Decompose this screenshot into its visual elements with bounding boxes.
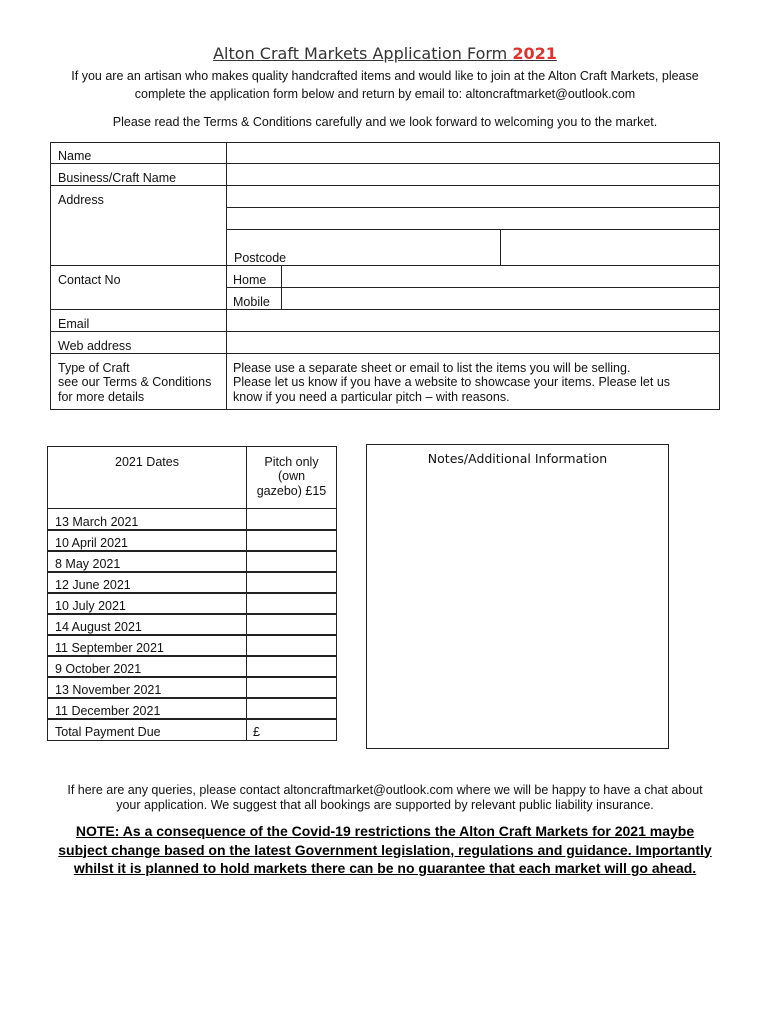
date-label: 11 September 2021 [55, 641, 164, 655]
web-address-field[interactable] [226, 331, 720, 354]
craft-instructions-line-3: know if you need a particular pitch – with reasons. [233, 390, 510, 404]
intro-line-1: If you are an artisan who makes quality handcrafted items and would like to join at the Alton Craft Markets, please [71, 69, 699, 83]
date-label: 9 October 2021 [55, 662, 142, 676]
date-label: 10 April 2021 [55, 536, 128, 550]
web-address-label: Web address [58, 339, 132, 353]
email-field[interactable] [226, 309, 720, 332]
business-name-field[interactable] [226, 163, 720, 186]
date-label: 12 June 2021 [55, 578, 131, 592]
pitch-cell[interactable] [246, 613, 337, 636]
craft-details-label: for more details [58, 390, 145, 404]
pitch-header-line-1: Pitch only [264, 455, 319, 469]
date-label: 13 November 2021 [55, 683, 162, 697]
email-label: Email [58, 317, 90, 331]
name-label: Name [58, 149, 92, 163]
mobile-label: Mobile [233, 295, 270, 309]
currency-symbol: £ [253, 725, 260, 739]
pitch-cell[interactable] [246, 634, 337, 657]
total-payment-label: Total Payment Due [55, 725, 161, 739]
date-label: 14 August 2021 [55, 620, 142, 634]
business-name-label: Business/Craft Name [58, 171, 177, 185]
craft-instructions-line-2: Please let us know if you have a website to showcase your items. Please let us [233, 375, 671, 389]
address-line-2-field[interactable] [226, 207, 720, 230]
form-title [0, 44, 770, 63]
address-label: Address [58, 193, 104, 207]
contact-label-cell [50, 265, 227, 310]
dates-column-header: 2021 Dates [115, 455, 179, 469]
pitch-cell[interactable] [246, 697, 337, 720]
date-label: 10 July 2021 [55, 599, 126, 613]
craft-instructions-line-1: Please use a separate sheet or email to list the items you will be selling. [233, 361, 631, 375]
postcode-label: Postcode [234, 251, 287, 265]
intro-line-3: Please read the Terms & Conditions carefully and we look forward to welcoming you to the market. [112, 115, 658, 129]
pitch-cell[interactable] [246, 529, 337, 552]
pitch-cell[interactable] [246, 508, 337, 531]
notes-title: Notes/Additional Information [427, 451, 608, 466]
home-label: Home [233, 273, 267, 287]
pitch-header-line-3: gazebo) £15 [256, 484, 327, 498]
pitch-cell[interactable] [246, 592, 337, 615]
date-label: 13 March 2021 [55, 515, 139, 529]
pitch-header-line-2: (own [277, 469, 306, 483]
craft-type-label: Type of Craft [58, 361, 130, 375]
contact-no-label: Contact No [58, 273, 121, 287]
query-line-2: your application. We suggest that all bookings are supported by relevant public liability insurance. [116, 798, 654, 812]
craft-terms-label: see our Terms & Conditions [58, 375, 212, 389]
name-field[interactable] [226, 142, 720, 164]
pitch-cell[interactable] [246, 550, 337, 573]
pitch-cell[interactable] [246, 571, 337, 594]
date-label: 11 December 2021 [55, 704, 161, 718]
covid-note-line-2: subject change based on the latest Government legislation, regulations and guidance. Importantly [58, 841, 712, 858]
home-phone-field[interactable] [281, 265, 720, 288]
title-year: 2021 [512, 44, 557, 63]
covid-note-line-3: whilst it is planned to hold markets there can be no guarantee that each market will go ahead. [73, 860, 697, 876]
intro-line-2: complete the application form below and return by email to: altoncraftmarket@outlook.com [134, 87, 636, 101]
address-line-1-field[interactable] [226, 185, 720, 208]
pitch-cell[interactable] [246, 655, 337, 678]
mobile-phone-field[interactable] [281, 287, 720, 310]
title-text: Alton Craft Markets Application Form [213, 44, 508, 63]
notes-box[interactable] [366, 444, 669, 749]
covid-note-line-1: NOTE: As a consequence of the Covid-19 restrictions the Alton Craft Markets for 2021 maybe [75, 823, 695, 839]
covid-note [40, 822, 730, 878]
query-line-1: If here are any queries, please contact altoncraftmarket@outlook.com where we will be happy to have a chat about [67, 783, 703, 797]
date-label: 8 May 2021 [55, 557, 121, 571]
pitch-cell[interactable] [246, 676, 337, 699]
postcode-field[interactable] [500, 229, 720, 266]
